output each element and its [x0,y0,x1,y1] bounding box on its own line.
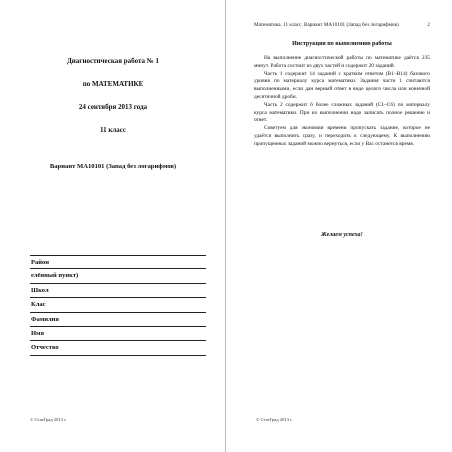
info-row-class: Клас [30,298,206,312]
instruction-body [254,55,430,149]
title-line-work: Диагностическая работа № 1 [66,57,160,65]
header-text: Математика. 11 класс. Вариант МА10101 (Запад без логарифмов) [254,22,399,28]
title-block [0,56,226,135]
info-row-district: Район [30,255,206,269]
info-row-name: Имя [30,327,206,341]
good-luck-text: Желаем успеха! [321,232,363,238]
info-row-surname: Фамилия [30,313,206,327]
right-page [226,0,452,452]
running-header [254,22,430,28]
instruction-paragraph: Советуем для экономии времени пропускать задание, которое не удаётся выполнить сразу, и переходить к следующему. К выполнению пропущенных заданий можно вернуться, если у Вас останется время. [254,125,430,147]
info-row-school: Школ [30,284,206,298]
copyright-left: © СтатГрад 2013 г. [30,417,67,422]
instruction-paragraph: На выполнение диагностической работы по математике даётся 235 минут. Работа состоит из двух частей и содержит 20 заданий. [254,55,430,69]
title-line-date: 24 сентября 2013 года [78,103,148,111]
page-number: 2 [427,22,430,28]
student-info-table [30,255,206,356]
instruction-paragraph: Часть 2 содержит 6 более сложных заданий (C1–C6) по материалу курса математики. При их выполнении надо записать полное решение и ответ. [254,101,430,124]
copyright-right: © СтатГрад 2013 г. [256,417,293,422]
instruction-paragraph: Часть 1 содержит 14 заданий с кратким ответом (B1–B14) базового уровня по материалу курса математики. Задания части 1 считаются выполненными, если дан верный ответ в виде целого числа или конечной десятичной дроби. [254,70,430,100]
title-line-grade: 11 класс [99,126,127,134]
instruction-title: Инструкция по выполнению работы [292,41,392,47]
info-row-patronymic: Отчество [30,341,206,355]
variant-label: Вариант МА10101 (Запад без логарифмов) [49,163,177,170]
title-line-subject: по МАТЕМАТИКЕ [82,80,144,88]
info-row-settlement: елённый пункт) [30,269,206,283]
